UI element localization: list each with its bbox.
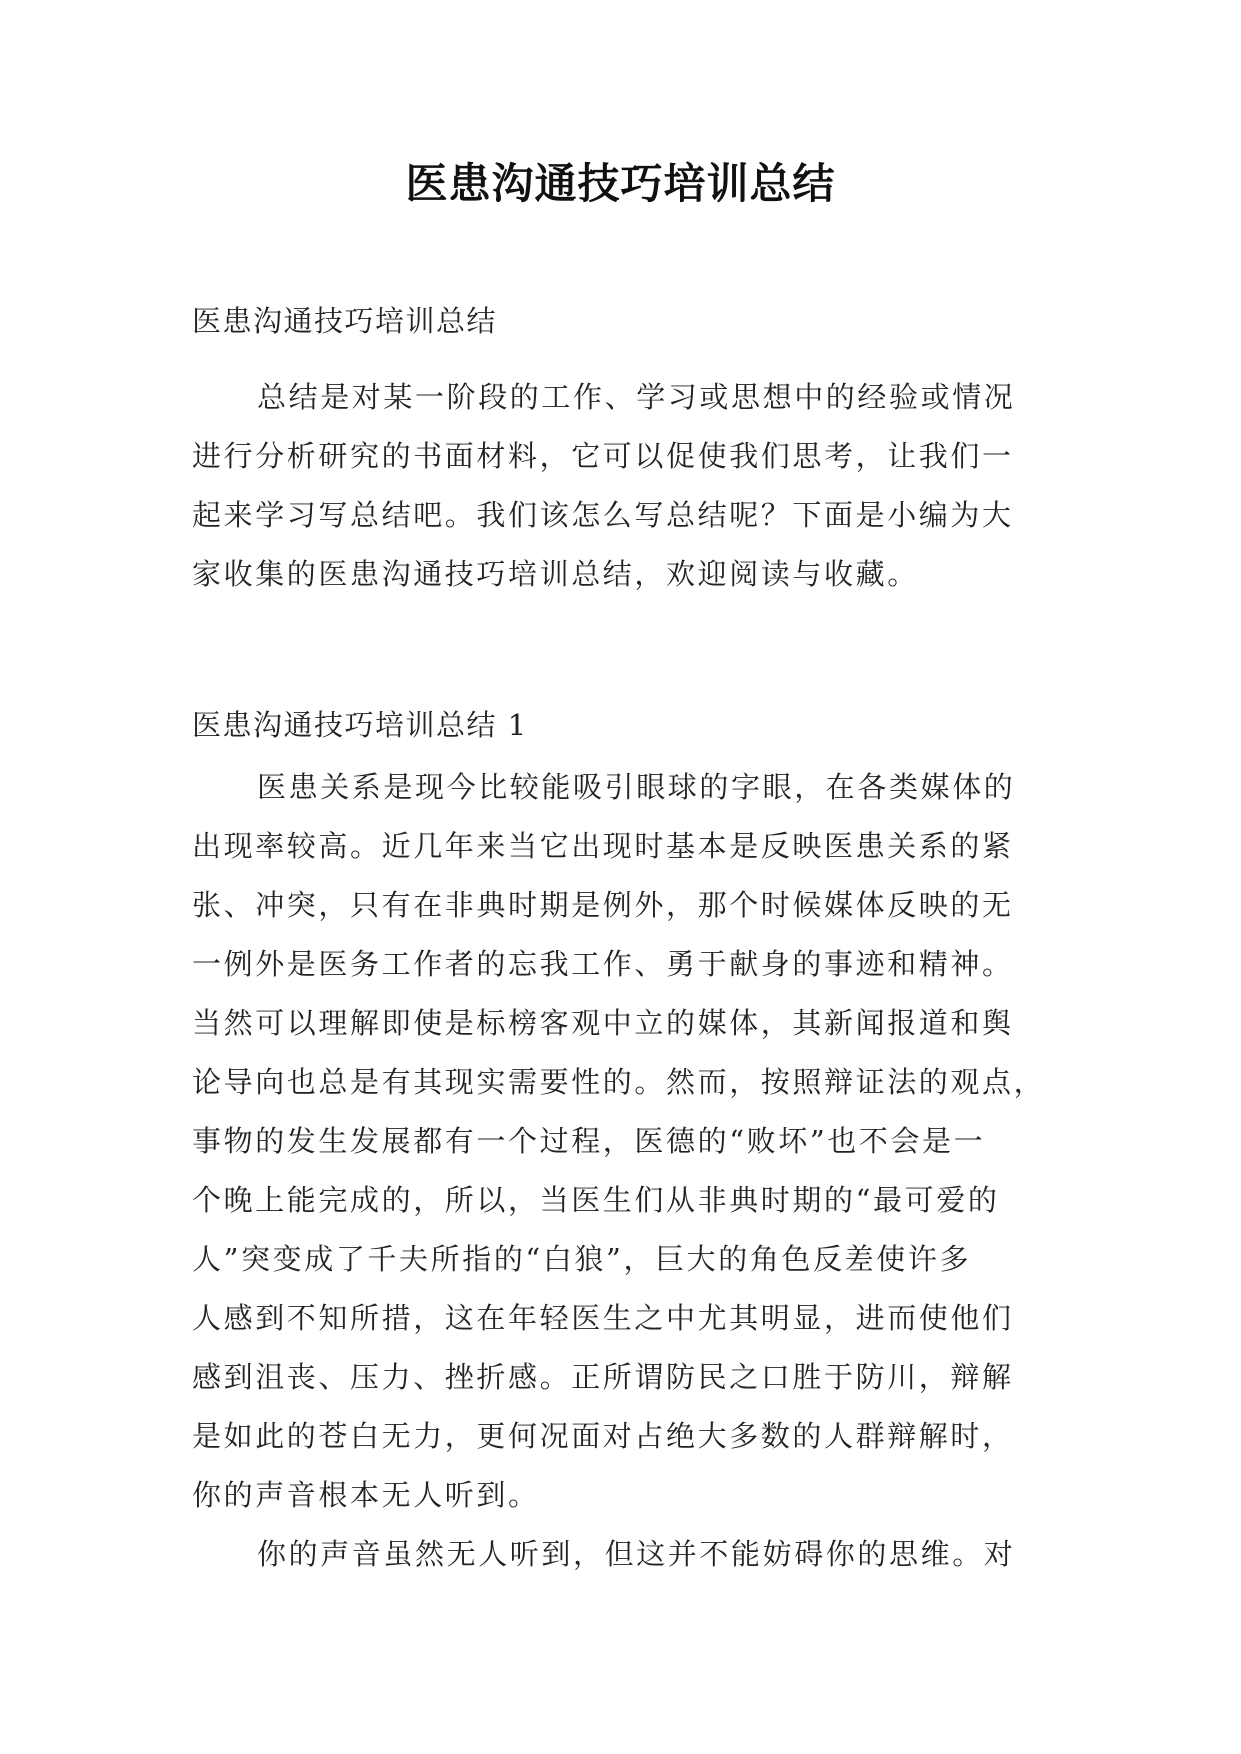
page-title: 医患沟通技巧培训总结 <box>405 159 836 208</box>
paragraph-line: 当然可以理解即使是标榜客观中立的媒体，其新闻报道和舆 <box>192 1006 1014 1040</box>
paragraph-line: 你的声音根本无人听到。 <box>192 1478 540 1512</box>
paragraph-line: 个晚上能完成的，所以，当医生们从非典时期的“最可爱的 <box>192 1183 1000 1217</box>
paragraph-line: 论导向也总是有其现实需要性的。然而，按照辩证法的观点， <box>192 1065 1046 1099</box>
section-1-paragraph-1 <box>192 758 1062 1525</box>
paragraph-line: 进行分析研究的书面材料，它可以促使我们思考，让我们一 <box>192 439 1014 473</box>
paragraph-line: 总结是对某一阶段的工作、学习或思想中的经验或情况 <box>257 380 1016 414</box>
paragraph-line: 感到沮丧、压力、挫折感。正所谓防民之口胜于防川，辩解 <box>192 1360 1014 1394</box>
section-heading: 医患沟通技巧培训总结 1 <box>192 708 528 742</box>
paragraph-line: 人感到不知所措，这在年轻医生之中尤其明显，进而使他们 <box>192 1301 1014 1335</box>
paragraph-line: 起来学习写总结吧。我们该怎么写总结呢？下面是小编为大 <box>192 498 1014 532</box>
paragraph-line: 是如此的苍白无力，更何况面对占绝大多数的人群辩解时， <box>192 1419 1014 1453</box>
paragraph-line: 你的声音虽然无人听到，但这并不能妨碍你的思维。对 <box>257 1537 1016 1571</box>
paragraph-line: 张、冲突，只有在非典时期是例外，那个时候媒体反映的无 <box>192 888 1014 922</box>
paragraph-line: 一例外是医务工作者的忘我工作、勇于献身的事迹和精神。 <box>192 947 1014 981</box>
paragraph-line: 事物的发生发展都有一个过程，医德的“败坏”也不会是一 <box>192 1124 986 1158</box>
document-subtitle: 医患沟通技巧培训总结 <box>192 304 498 338</box>
paragraph-line: 人”突变成了千夫所指的“白狼”，巨大的角色反差使许多 <box>192 1242 972 1276</box>
paragraph-line: 医患关系是现今比较能吸引眼球的字眼，在各类媒体的 <box>257 770 1016 804</box>
section-1-paragraph-2 <box>192 1525 1062 1584</box>
intro-paragraph <box>192 368 1062 604</box>
paragraph-line: 家收集的医患沟通技巧培训总结，欢迎阅读与收藏。 <box>192 557 919 591</box>
paragraph-line: 出现率较高。近几年来当它出现时基本是反映医患关系的紧 <box>192 829 1014 863</box>
